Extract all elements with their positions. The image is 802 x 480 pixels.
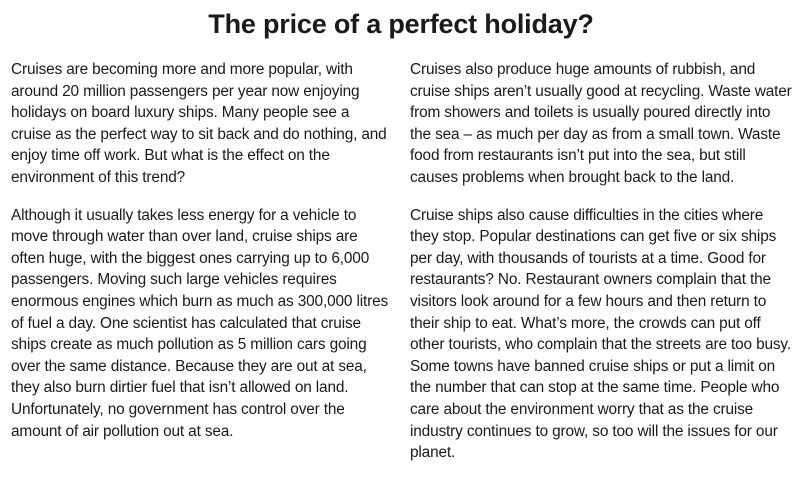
paragraph-fuel-pollution: Although it usually takes less energy for a vehicle to move through water than over land, cruise ships are often huge, with the biggest ones carrying up to 6,000 passengers. Moving such large vehicles requires enormous engines which burn as much as 300,000 litres of fuel a day. One scientist has calculated that cruise ships create as much pollution as 5 million cars going over the same distance. Because they are out at sea, they also burn dirtier fuel that isn’t allowed on land. Unfortunately, no government has control over the amount of air pollution out at sea.: [11, 206, 389, 440]
article-title: The price of a perfect holiday?: [208, 9, 594, 39]
paragraph-intro: Cruises are becoming more and more popular, with around 20 million passengers per year now enjoying holidays on board luxury ships. Many people see a cruise as the perfect way to sit back and do nothing, and enjoy time off work. But what is the effect on the environment of this trend?: [11, 61, 387, 186]
right-column: [410, 59, 794, 480]
paragraph-rubbish: Cruises also produce huge amounts of rubbish, and cruise ships aren’t usually good at recycling. Waste water from showers and toilets is usually poured directly into the sea – as much per day as from a small town. Waste food from restaurants isn’t put into the sea, but still causes problems when brought back to the land.: [410, 61, 792, 186]
left-column: [11, 59, 389, 458]
paragraph-cities: Cruise ships also cause difficulties in the cities where they stop. Popular destinations can get five or six ships per day, with thousands of tourists at a time. Good for restaurants? No. Restaurant owners complain that the visitors look around for a few hours and then return to their ship to eat. What’s more, the crowds can put off other tourists, who complain that the streets are too busy. Some towns have banned cruise ships or put a limit on the number that can stop at the same time. People who care about the environment worry that as the cruise industry continues to grow, so too will the issues for our planet.: [410, 206, 791, 462]
